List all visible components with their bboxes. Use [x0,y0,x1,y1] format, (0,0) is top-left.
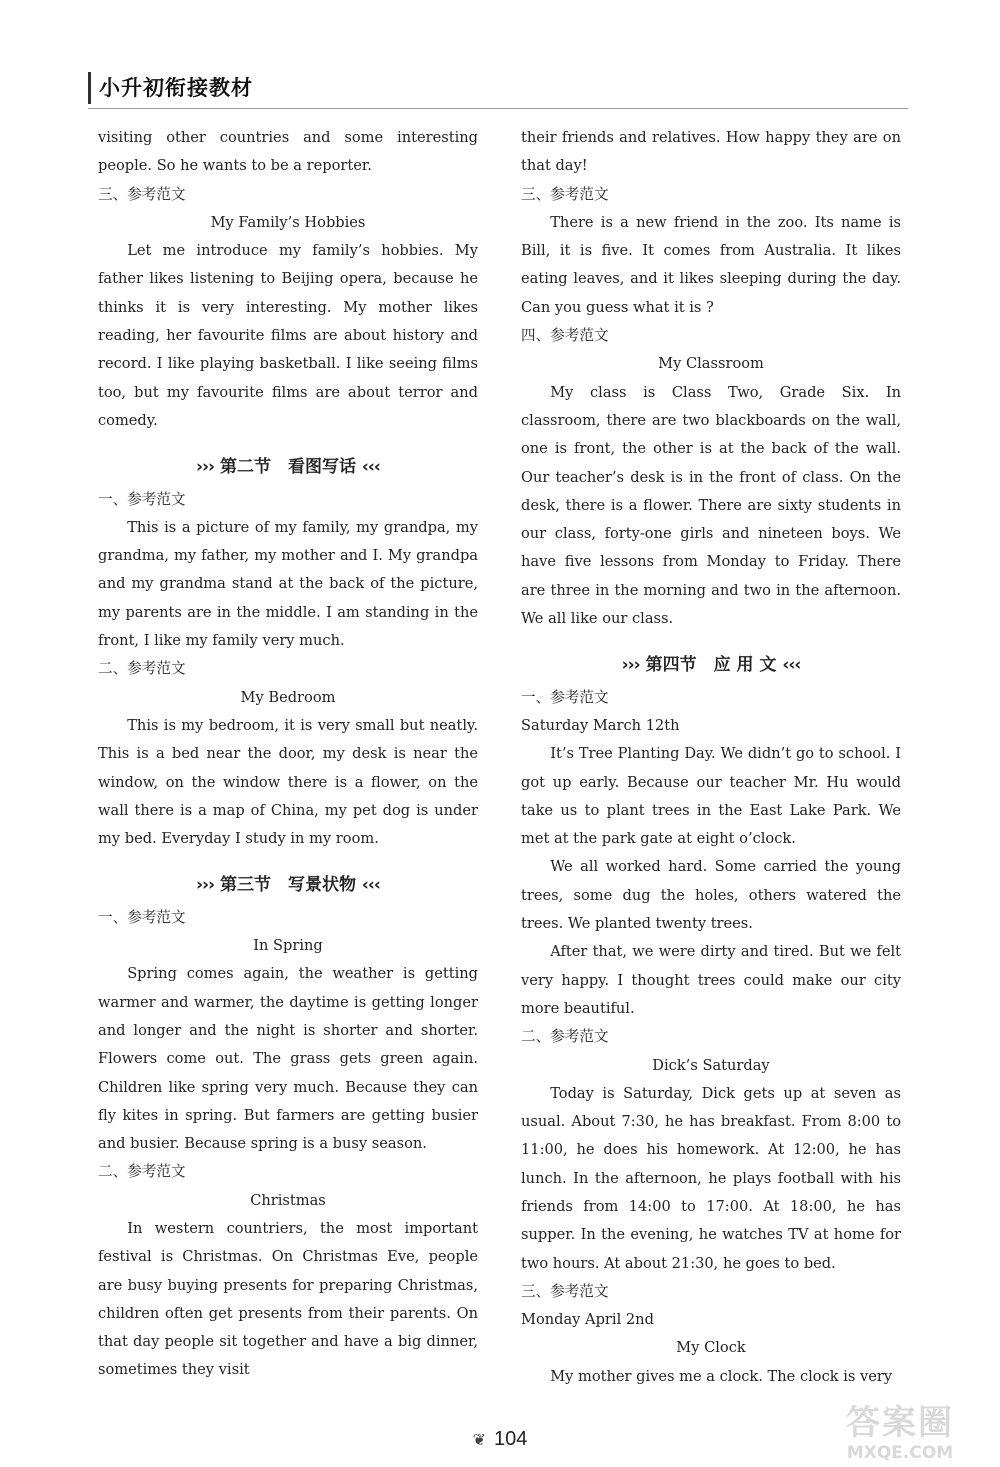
chevron-left-icon: ‹‹‹ [361,457,380,478]
subheading: 一、参考范文 [521,688,609,706]
continued-paragraph: their friends and relatives. How happy they are on that day! [521,129,901,175]
section-heading: ››› 第二节 看图写话 ‹‹‹ [196,457,380,478]
watermark-text: 答案圈 [846,1403,954,1443]
continued-paragraph: visiting other countries and some interesting people. So he wants to be a reporter. [98,129,478,175]
subheading: 四、参考范文 [521,327,609,345]
subheading: 二、参考范文 [98,660,186,678]
chevron-right-icon: ››› [196,457,215,478]
bird-icon: ❦ [472,1432,487,1449]
section-heading: ››› 第四节 应 用 文 ‹‹‹ [621,655,801,676]
header-divider [88,108,908,109]
essay-title: My Bedroom [240,688,336,706]
section-heading: ››› 第三节 写景状物 ‹‹‹ [196,875,380,896]
essay-paragraph: My class is Class Two, Grade Six. In classroom, there are two blackboards on the wall, one is front, the other is at the back of the wall. Our teacher’s desk is in the front of class. On the desk, there is a flower. There are sixty students in our class, forty-one girls and nineteen boys. We have five lessons from Monday to Friday. There are three in the morning and two in the afternoon. We all like our class. [521,383,901,628]
essay-title: Christmas [250,1191,326,1209]
essay-paragraph: My mother gives me a clock. The clock is very [550,1367,893,1385]
watermark-logo [820,1403,980,1463]
subheading: 二、参考范文 [521,1028,609,1046]
watermark-url: MXQE.COM [846,1443,954,1463]
chevron-right-icon: ››› [196,875,215,896]
essay-paragraph: Let me introduce my family’s hobbies. My father likes listening to Beijing opera, because he thinks it is very interesting. My mother likes reading, her favourite films are about history and record. I like playing basketball. I like seeing films too, but my favourite films are about terror and comedy. [98,242,478,429]
left-column [98,124,478,1385]
page-number: 104 [494,1428,528,1450]
subheading: 三、参考范文 [98,185,186,203]
essay-paragraph: It’s Tree Planting Day. We didn’t go to school. I got up early. Because our teacher Mr. Hu would take us to plant trees in the East Lake Park. We met at the park gate at eight o’clock. [521,745,901,848]
chevron-left-icon: ‹‹‹ [782,655,801,676]
essay-title: Dick’s Saturday [652,1056,770,1074]
essay-paragraph: This is my bedroom, it is very small but neatly. This is a bed near the door, my desk is near the window, on the window there is a flower, on the wall there is a map of China, my pet dog is under my bed. Everyday I study in my room. [98,716,478,848]
subheading: 三、参考范文 [521,185,609,203]
letter-date: Saturday March 12th [521,716,680,734]
subheading: 一、参考范文 [98,490,186,508]
book-title: 小升初衔接教材 [88,72,253,104]
letter-date: Monday April 2nd [521,1311,654,1329]
essay-paragraph: After that, we were dirty and tired. But we felt very happy. I thought trees could make our city more beautiful. [521,943,901,1017]
essay-paragraph: There is a new friend in the zoo. Its name is Bill, it is five. It comes from Australia. It likes eating leaves, and it likes sleeping during the day. Can you guess what it is ? [521,213,901,316]
chevron-left-icon: ‹‹‹ [361,875,380,896]
essay-title: My Clock [676,1339,746,1357]
subheading: 一、参考范文 [98,908,186,926]
essay-paragraph: This is a picture of my family, my grandpa, my grandma, my father, my mother and I. My grandpa and my grandma stand at the back of the picture, my parents are in the middle. I am standing in the front, I like my family very much. [98,518,478,650]
essay-paragraph: We all worked hard. Some carried the young trees, some dug the holes, others watered the trees. We planted twenty trees. [521,858,901,933]
chevron-right-icon: ››› [621,655,640,676]
essay-paragraph: In western countriers, the most important festival is Christmas. On Christmas Eve, people are busy buying presents for preparing Christmas, children often get presents from their parents. On that day people sit together and have a big dinner, sometimes they visit [98,1219,478,1379]
essay-title: In Spring [253,937,323,955]
right-column [521,124,901,1391]
subheading: 二、参考范文 [98,1163,186,1181]
essay-title: My Classroom [658,355,764,373]
essay-paragraph: Spring comes again, the weather is getting warmer and warmer, the daytime is getting longer and longer and the night is shorter and shorter. Flowers come out. The grass gets green again. Children like spring very much. Because they can fly kites in spring. But farmers are getting busier and busier. Because spring is a busy season. [98,965,478,1153]
essay-title: My Family’s Hobbies [210,213,366,231]
essay-paragraph: Today is Saturday, Dick gets up at seven as usual. About 7:30, he has breakfast. From 8:00 to 11:00, he does his homework. At 12:00, he has lunch. In the afternoon, he plays football with his friends from 14:00 to 17:00. At 18:00, he has supper. In the evening, he watches TV at home for two hours. At about 21:30, he goes to bed. [521,1084,901,1272]
subheading: 三、参考范文 [521,1282,609,1300]
